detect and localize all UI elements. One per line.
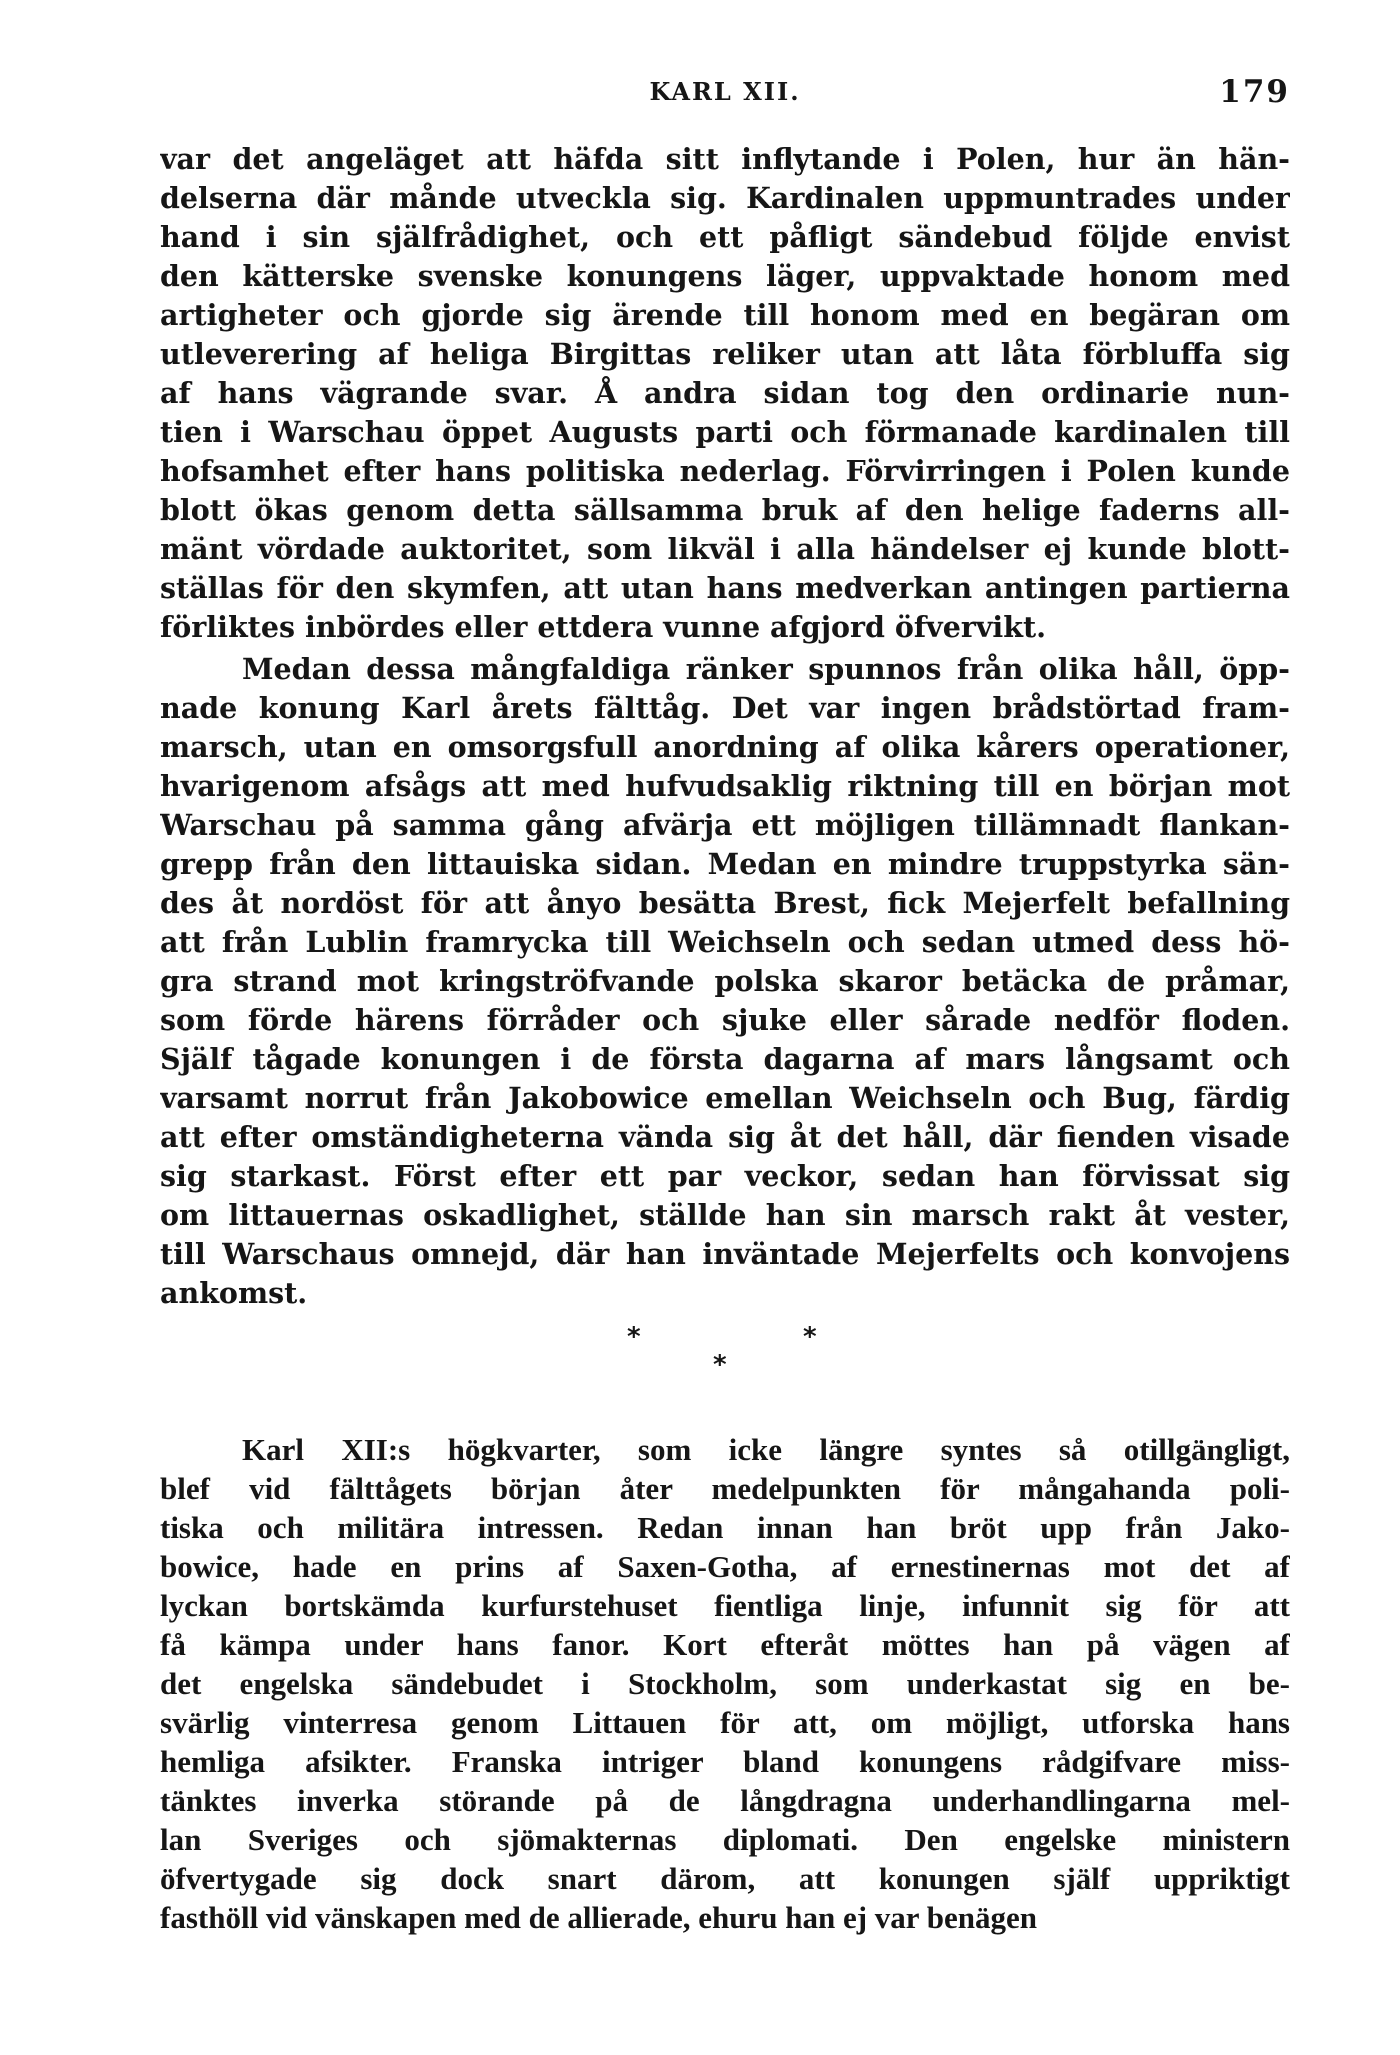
text-line: grepp från den littauiska sidan. Medan en mindre truppstyrka sän-	[160, 847, 1290, 881]
paragraph-1	[160, 140, 1290, 647]
text-line: blef vid fälttågets början åter medelpunkten för mångahanda poli-	[160, 1471, 1290, 1506]
text-line: tien i Warschau öppet Augusts parti och förmanade kardinalen till	[160, 415, 1290, 449]
text-line: sig starkast. Först efter ett par veckor, sedan han förvissat sig	[160, 1159, 1290, 1193]
separator-star: *	[803, 1322, 817, 1352]
text-line: fasthöll vid vänskapen med de allierade, ehuru han ej var benägen	[160, 1900, 1037, 1935]
text-line: förliktes inbördes eller ettdera vunne afgjord öfvervikt.	[160, 610, 1047, 644]
page-number: 179	[1219, 74, 1290, 110]
text-line: hvarigenom afsågs att med hufvudsaklig riktning till en början mot	[160, 769, 1290, 803]
section-separator	[0, 1322, 1400, 1382]
text-line: mänt vördade auktoritet, som likväl i alla händelser ej kunde blott-	[160, 532, 1290, 566]
running-title: KARL XII.	[649, 77, 801, 106]
text-line: marsch, utan en omsorgsfull anordning af olika kårers operationer,	[160, 730, 1290, 764]
text-line: till Warschaus omnejd, där han inväntade Mejerfelts och konvojens	[160, 1237, 1290, 1271]
text-line: Medan dessa mångfaldiga ränker spunnos från olika håll, öpp-	[242, 652, 1290, 686]
text-line: nade konung Karl årets fälttåg. Det var ingen brådstörtad fram-	[160, 691, 1290, 725]
text-line: det engelska sändebudet i Stockholm, som underkastat sig en be-	[160, 1666, 1290, 1701]
text-line: af hans vägrande svar. Å andra sidan tog den ordinarie nun-	[160, 376, 1290, 410]
text-line: des åt nordöst för att ånyo besätta Brest, fick Mejerfelt befallning	[160, 886, 1290, 920]
text-line: hofsamhet efter hans politiska nederlag. Förvirringen i Polen kunde	[160, 454, 1290, 488]
text-line: få kämpa under hans fanor. Kort efteråt möttes han på vägen af	[160, 1627, 1290, 1662]
paragraph-3	[160, 1430, 1290, 1937]
text-line: Karl XII:s högkvarter, som icke längre syntes så otillgängligt,	[242, 1432, 1290, 1467]
text-line: varsamt norrut från Jakobowice emellan Weichseln och Bug, färdig	[160, 1081, 1290, 1115]
text-line: utleverering af heliga Birgittas reliker utan att låta förbluffa sig	[160, 337, 1290, 371]
text-line: blott ökas genom detta sällsamma bruk af den helige faderns all-	[160, 493, 1290, 527]
text-line: öfvertygade sig dock snart därom, att konungen själf uppriktigt	[160, 1861, 1290, 1896]
text-line: Warschau på samma gång afvärja ett möjligen tillämnadt flankan-	[160, 808, 1290, 842]
text-line: lyckan bortskämda kurfurstehuset fientliga linje, infunnit sig för att	[160, 1588, 1290, 1623]
text-line: delserna där månde utveckla sig. Kardinalen uppmuntrades under	[160, 181, 1290, 215]
text-line: ankomst.	[160, 1276, 308, 1310]
text-line: som förde härens förråder och sjuke eller sårade nedför floden.	[160, 1003, 1290, 1037]
text-line: Själf tågade konungen i de första dagarna af mars långsamt och	[160, 1042, 1290, 1076]
paragraph-2	[160, 650, 1290, 1313]
text-line: hand i sin själfrådighet, och ett påfligt sändebud följde envist	[160, 220, 1290, 254]
text-line: gra strand mot kringströfvande polska skaror betäcka de pråmar,	[160, 964, 1290, 998]
running-head	[160, 70, 1290, 114]
text-line: tiska och militära intressen. Redan innan han bröt upp från Jako-	[160, 1510, 1290, 1545]
text-line: tänktes inverka störande på de långdragna underhandlingarna mel-	[160, 1783, 1290, 1818]
separator-star: *	[713, 1350, 727, 1380]
text-line: var det angeläget att häfda sitt inflytande i Polen, hur än hän-	[160, 142, 1290, 176]
text-line: lan Sveriges och sjömakternas diplomati. Den engelske ministern	[160, 1822, 1290, 1857]
separator-star: *	[627, 1322, 641, 1352]
text-line: ställas för den skymfen, att utan hans medverkan antingen partierna	[160, 571, 1290, 605]
text-line: svärlig vinterresa genom Littauen för att, om möjligt, utforska hans	[160, 1705, 1290, 1740]
text-line: att efter omständigheterna vända sig åt det håll, där fienden visade	[160, 1120, 1290, 1154]
text-line: bowice, hade en prins af Saxen-Gotha, af ernestinernas mot det af	[160, 1549, 1290, 1584]
text-line: hemliga afsikter. Franska intriger bland konungens rådgifvare miss-	[160, 1744, 1290, 1779]
text-line: den kätterske svenske konungens läger, uppvaktade honom med	[160, 259, 1290, 293]
text-line: att från Lublin framrycka till Weichseln och sedan utmed dess hö-	[160, 925, 1290, 959]
text-line: om littauernas oskadlighet, ställde han sin marsch rakt åt vester,	[160, 1198, 1290, 1232]
text-line: artigheter och gjorde sig ärende till honom med en begäran om	[160, 298, 1290, 332]
